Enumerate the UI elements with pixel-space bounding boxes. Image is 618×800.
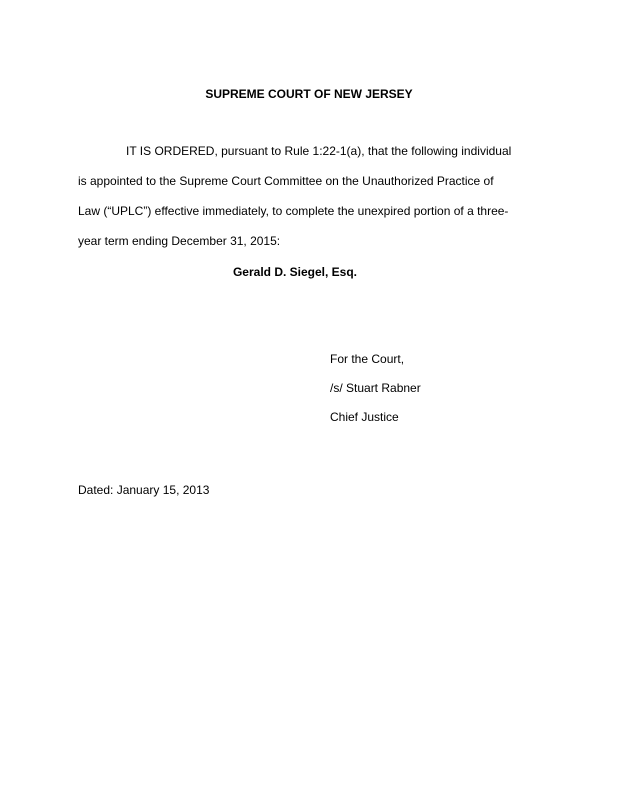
signature-title: Chief Justice xyxy=(330,410,399,424)
order-line-4: year term ending December 31, 2015: xyxy=(78,234,281,248)
dated-line: Dated: January 15, 2013 xyxy=(78,483,210,497)
order-line-3: Law (“UPLC”) effective immediately, to complete the unexpired portion of a three- xyxy=(78,204,509,218)
appointee-name: Gerald D. Siegel, Esq. xyxy=(232,265,358,279)
order-line-2: is appointed to the Supreme Court Committee on the Unauthorized Practice of xyxy=(78,174,494,188)
signature-for-court: For the Court, xyxy=(330,352,405,366)
signature-signed: /s/ Stuart Rabner xyxy=(330,381,421,395)
document-title: SUPREME COURT OF NEW JERSEY xyxy=(205,87,413,101)
order-line-1: IT IS ORDERED, pursuant to Rule 1:22-1(a), that the following individual xyxy=(126,144,512,158)
